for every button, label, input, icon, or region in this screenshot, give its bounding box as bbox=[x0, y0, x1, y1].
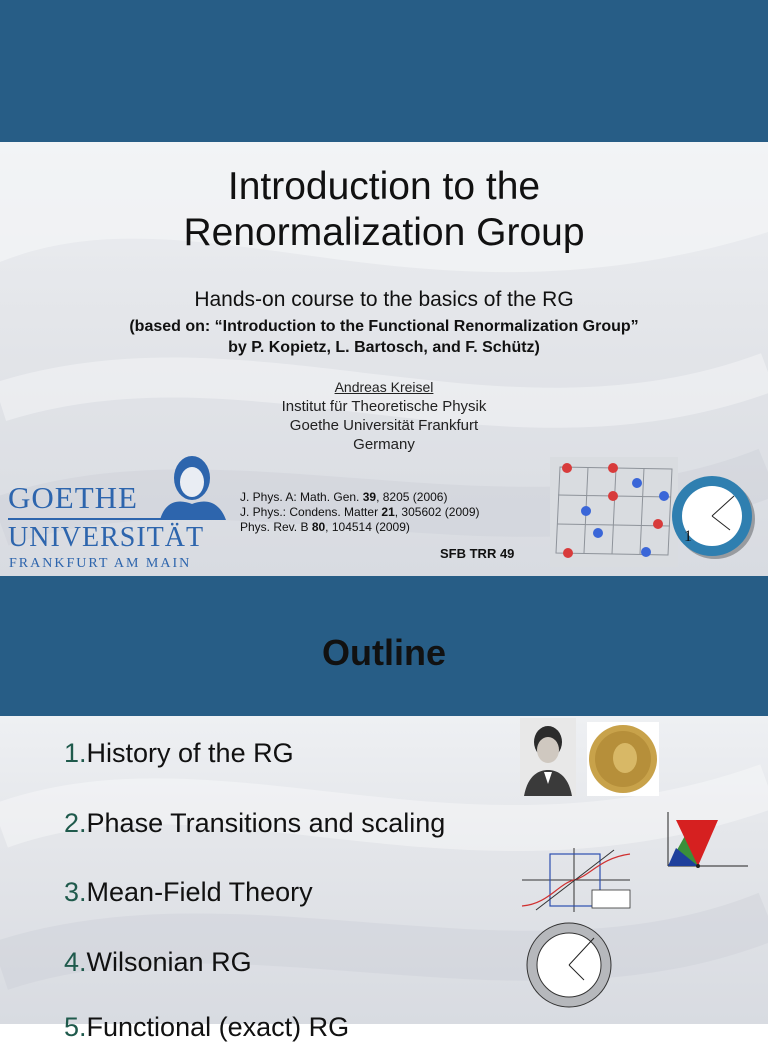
outline-item bbox=[64, 1012, 349, 1043]
outline-item-text: Wilsonian RG bbox=[86, 947, 252, 977]
reference-line bbox=[240, 520, 480, 535]
reference-volume: 21 bbox=[381, 505, 395, 519]
outline-item-text: Mean-Field Theory bbox=[86, 877, 313, 907]
reference-pages: , 8205 (2006) bbox=[376, 490, 448, 504]
sfb-label: SFB TRR 49 bbox=[440, 546, 515, 561]
slide-title bbox=[0, 164, 768, 256]
institute-line: Goethe Universität Frankfurt bbox=[289, 417, 479, 434]
goethe-university-logo bbox=[8, 452, 228, 574]
ring-diagram bbox=[672, 474, 768, 570]
outline-item-number: 5. bbox=[64, 1012, 87, 1042]
institute-line: Germany bbox=[353, 436, 415, 453]
outline-item bbox=[64, 808, 445, 839]
goethe-portrait-icon bbox=[156, 452, 232, 520]
ring-diagram-small bbox=[524, 920, 614, 1010]
author-name: Andreas Kreisel bbox=[334, 379, 434, 395]
phase-diagram-image bbox=[662, 808, 752, 876]
reference-line bbox=[240, 505, 480, 520]
outline-item bbox=[64, 877, 313, 908]
logo-line-3: FRANKFURT AM MAIN bbox=[9, 556, 192, 571]
ring-shape bbox=[672, 474, 768, 570]
outline-item bbox=[64, 738, 294, 769]
slide-subtitle: Hands-on course to the basics of the RG bbox=[194, 288, 574, 311]
ring-label: 1 bbox=[684, 528, 692, 545]
mean-field-plot-image bbox=[518, 844, 632, 914]
institute-line: Institut für Theoretische Physik bbox=[281, 398, 487, 415]
outline-item-text: Functional (exact) RG bbox=[86, 1012, 350, 1042]
portrait-photo bbox=[520, 718, 576, 796]
reference-pages: , 305602 (2009) bbox=[394, 505, 480, 519]
reference-journal: Phys. Rev. B bbox=[240, 520, 312, 534]
outline-item-text: History of the RG bbox=[86, 738, 294, 768]
reference-line bbox=[240, 490, 480, 505]
based-on-line-2: by P. Kopietz, L. Bartosch, and F. Schütz) bbox=[228, 339, 540, 356]
outline-title: Outline bbox=[322, 632, 446, 673]
nobel-medal-icon bbox=[587, 722, 659, 796]
title-line-2: Renormalization Group bbox=[183, 211, 585, 254]
based-on-note bbox=[0, 316, 768, 358]
references bbox=[240, 490, 480, 535]
logo-line-2: UNIVERSITÄT bbox=[8, 522, 205, 553]
outline-item-number: 3. bbox=[64, 877, 87, 907]
reference-volume: 39 bbox=[362, 490, 377, 504]
reference-volume: 80 bbox=[311, 520, 326, 534]
logo-line-1: GOETHE bbox=[8, 480, 138, 515]
reference-journal: J. Phys.: Condens. Matter bbox=[240, 505, 382, 519]
based-on-line-1: (based on: “Introduction to the Functional Renormalization Group” bbox=[129, 318, 639, 335]
outline-item bbox=[64, 947, 252, 978]
logo-divider bbox=[8, 518, 224, 520]
slide-header-band bbox=[0, 0, 768, 142]
institute-block bbox=[0, 397, 768, 454]
reference-pages: , 104514 (2009) bbox=[325, 520, 410, 534]
reference-journal: J. Phys. A: Math. Gen. bbox=[240, 490, 363, 504]
outline-item-number: 4. bbox=[64, 947, 87, 977]
outline-item-text: Phase Transitions and scaling bbox=[86, 808, 446, 838]
title-line-1: Introduction to the bbox=[227, 165, 541, 208]
outline-item-number: 2. bbox=[64, 808, 87, 838]
lattice-spins-image bbox=[550, 457, 678, 567]
outline-item-number: 1. bbox=[64, 738, 87, 768]
